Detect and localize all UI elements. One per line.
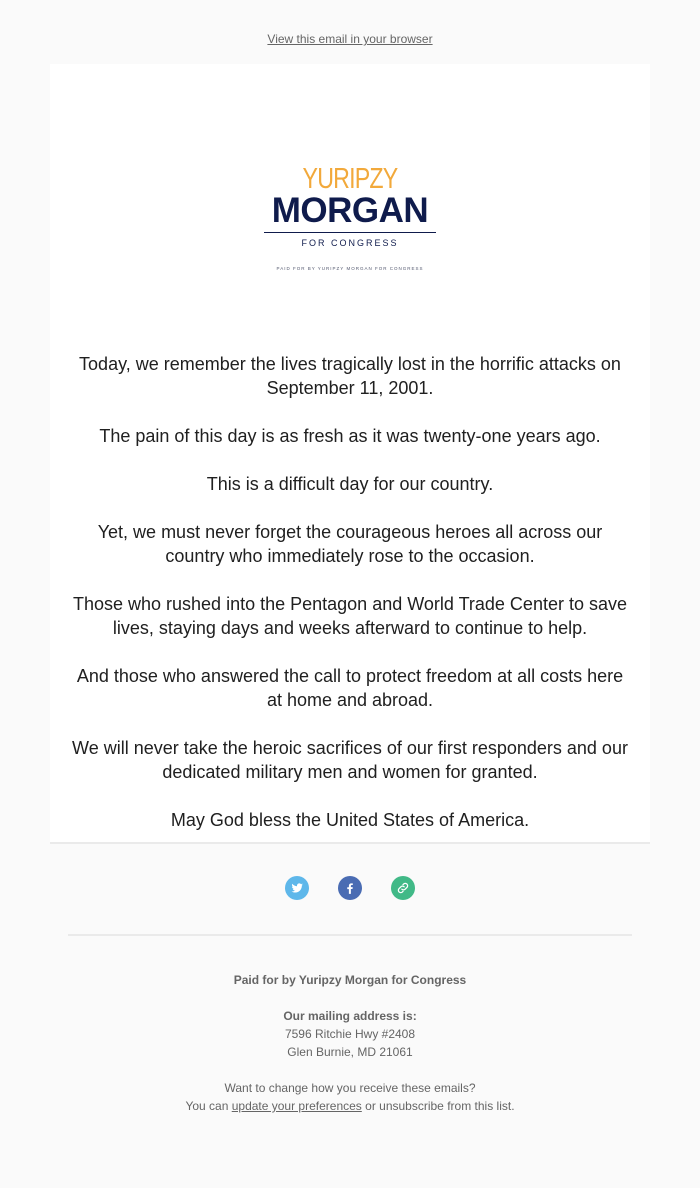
message-paragraph: Today, we remember the lives tragically lost in the horrific attacks on September 11, 2001. bbox=[79, 354, 621, 398]
logo-paid-line: PAID FOR BY YURIPZY MORGAN FOR CONGRESS bbox=[276, 266, 424, 271]
message-body bbox=[50, 344, 650, 842]
logo-divider bbox=[264, 232, 436, 233]
message-paragraph: May God bless the United States of America. bbox=[170, 810, 530, 830]
logo-subtitle: FOR CONGRESS bbox=[301, 238, 399, 248]
unsubscribe-text: or unsubscribe from this list. bbox=[361, 1099, 515, 1113]
mailing-address-label: Our mailing address is: bbox=[283, 1009, 417, 1023]
logo-section bbox=[50, 64, 650, 344]
message-paragraph: And those who answered the call to protect freedom at all costs here at home and abroad. bbox=[76, 666, 624, 710]
preheader bbox=[0, 0, 700, 64]
campaign-logo bbox=[264, 164, 436, 271]
you-can-text: You can bbox=[185, 1099, 232, 1113]
logo-first-name: YURIPZY bbox=[302, 163, 398, 195]
facebook-button[interactable] bbox=[338, 876, 362, 900]
twitter-button[interactable] bbox=[285, 876, 309, 900]
twitter-icon bbox=[290, 881, 304, 895]
social-links bbox=[50, 844, 650, 934]
facebook-icon bbox=[343, 881, 357, 895]
preferences-line bbox=[50, 1097, 650, 1115]
footer bbox=[50, 844, 650, 1115]
update-preferences-link[interactable]: update your preferences bbox=[231, 1099, 362, 1113]
link-icon bbox=[396, 881, 410, 895]
address-line-1: 7596 Ritchie Hwy #2408 bbox=[284, 1027, 416, 1041]
message-paragraph: We will never take the heroic sacrifices of our first responders and our dedicated military men and women for granted. bbox=[72, 738, 628, 782]
address-line-2: Glen Burnie, MD 21061 bbox=[287, 1045, 413, 1059]
message-paragraph: This is a difficult day for our country. bbox=[206, 474, 494, 494]
message-paragraph: Yet, we must never forget the courageous heroes all across our country who immediately rose to the occasion. bbox=[97, 522, 603, 566]
message-paragraph: The pain of this day is as fresh as it was twenty-one years ago. bbox=[99, 426, 601, 446]
email-card bbox=[50, 64, 650, 844]
paid-for-line: Paid for by Yuripzy Morgan for Congress bbox=[233, 973, 467, 987]
change-prompt: Want to change how you receive these emails? bbox=[224, 1081, 476, 1095]
logo-last-name: MORGAN bbox=[271, 191, 429, 230]
website-button[interactable] bbox=[391, 876, 415, 900]
message-paragraph: Those who rushed into the Pentagon and World Trade Center to save lives, staying days and weeks afterward to continue to help. bbox=[72, 594, 627, 638]
footer-info bbox=[50, 936, 650, 1115]
view-in-browser-link[interactable]: View this email in your browser bbox=[267, 32, 433, 46]
